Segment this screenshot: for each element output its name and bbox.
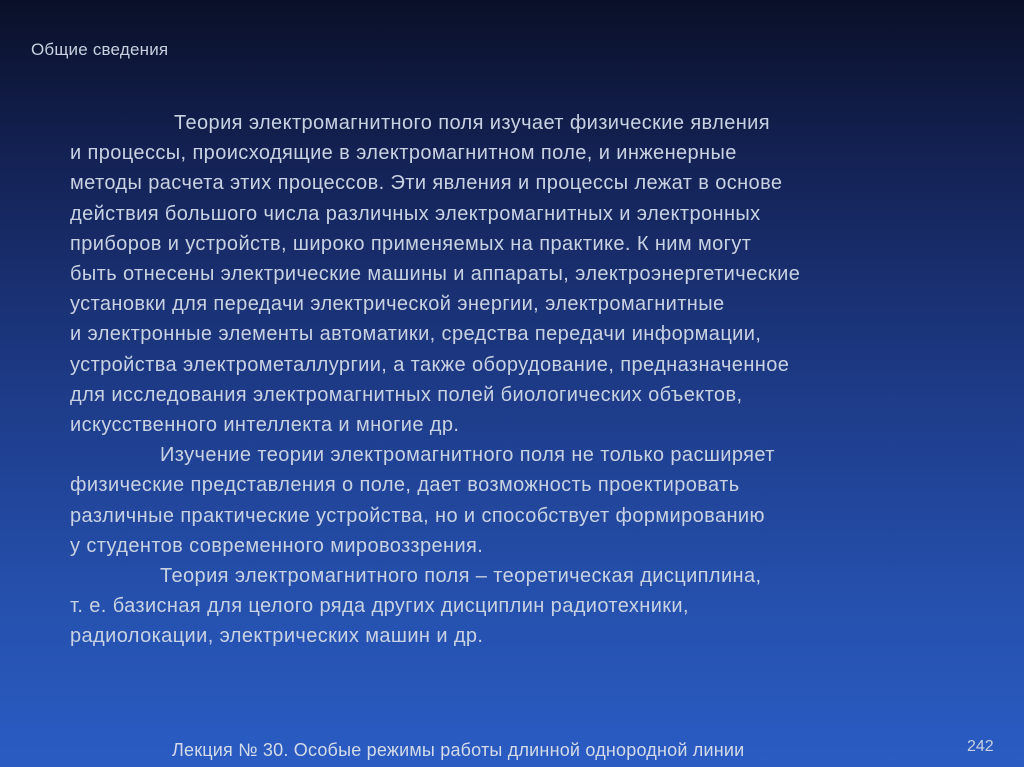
text-line: у студентов современного мировоззрения. xyxy=(70,534,484,557)
text-line: и электронные элементы автоматики, средства передачи информации, xyxy=(70,323,762,346)
text-line: установки для передачи электрической энергии, электромагнитные xyxy=(70,293,725,316)
paragraph-2 xyxy=(70,440,1000,561)
footer-lecture-title: Лекция № 30. Особые режимы работы длинной однородной линии xyxy=(172,740,745,760)
page-number: 242 xyxy=(967,738,994,755)
paragraph-1 xyxy=(70,108,1000,440)
text-line: Теория электромагнитного поля изучает физические явления xyxy=(174,112,770,134)
body-text xyxy=(70,108,1000,652)
text-line: т. е. базисная для целого ряда других дисциплин радиотехники, xyxy=(70,595,689,618)
paragraph-3 xyxy=(70,561,1000,652)
text-line: и процессы, происходящие в электромагнитном поле, и инженерные xyxy=(70,142,737,165)
text-line: искусственного интеллекта и многие др. xyxy=(70,414,460,437)
text-line: различные практические устройства, но и способствует формированию xyxy=(70,504,765,527)
text-line: радиолокации, электрических машин и др. xyxy=(70,625,484,648)
text-line: Изучение теории электромагнитного поля не только расширяет xyxy=(160,444,775,467)
text-line: для исследования электромагнитных полей биологических объектов, xyxy=(70,383,743,406)
text-line: действия большого числа различных электромагнитных и электронных xyxy=(70,202,761,225)
text-line: быть отнесены электрические машины и аппараты, электроэнергетические xyxy=(70,263,801,286)
text-line: устройства электрометаллургии, а также оборудование, предназначенное xyxy=(70,353,790,376)
text-line: физические представления о поле, дает возможность проектировать xyxy=(70,474,740,497)
text-line: Теория электромагнитного поля – теоретическая дисциплина, xyxy=(160,565,762,588)
text-line: приборов и устройств, широко применяемых на практике. К ним могут xyxy=(70,232,752,255)
section-title: Общие сведения xyxy=(31,40,169,59)
text-line: методы расчета этих процессов. Эти явления и процессы лежат в основе xyxy=(70,172,783,195)
